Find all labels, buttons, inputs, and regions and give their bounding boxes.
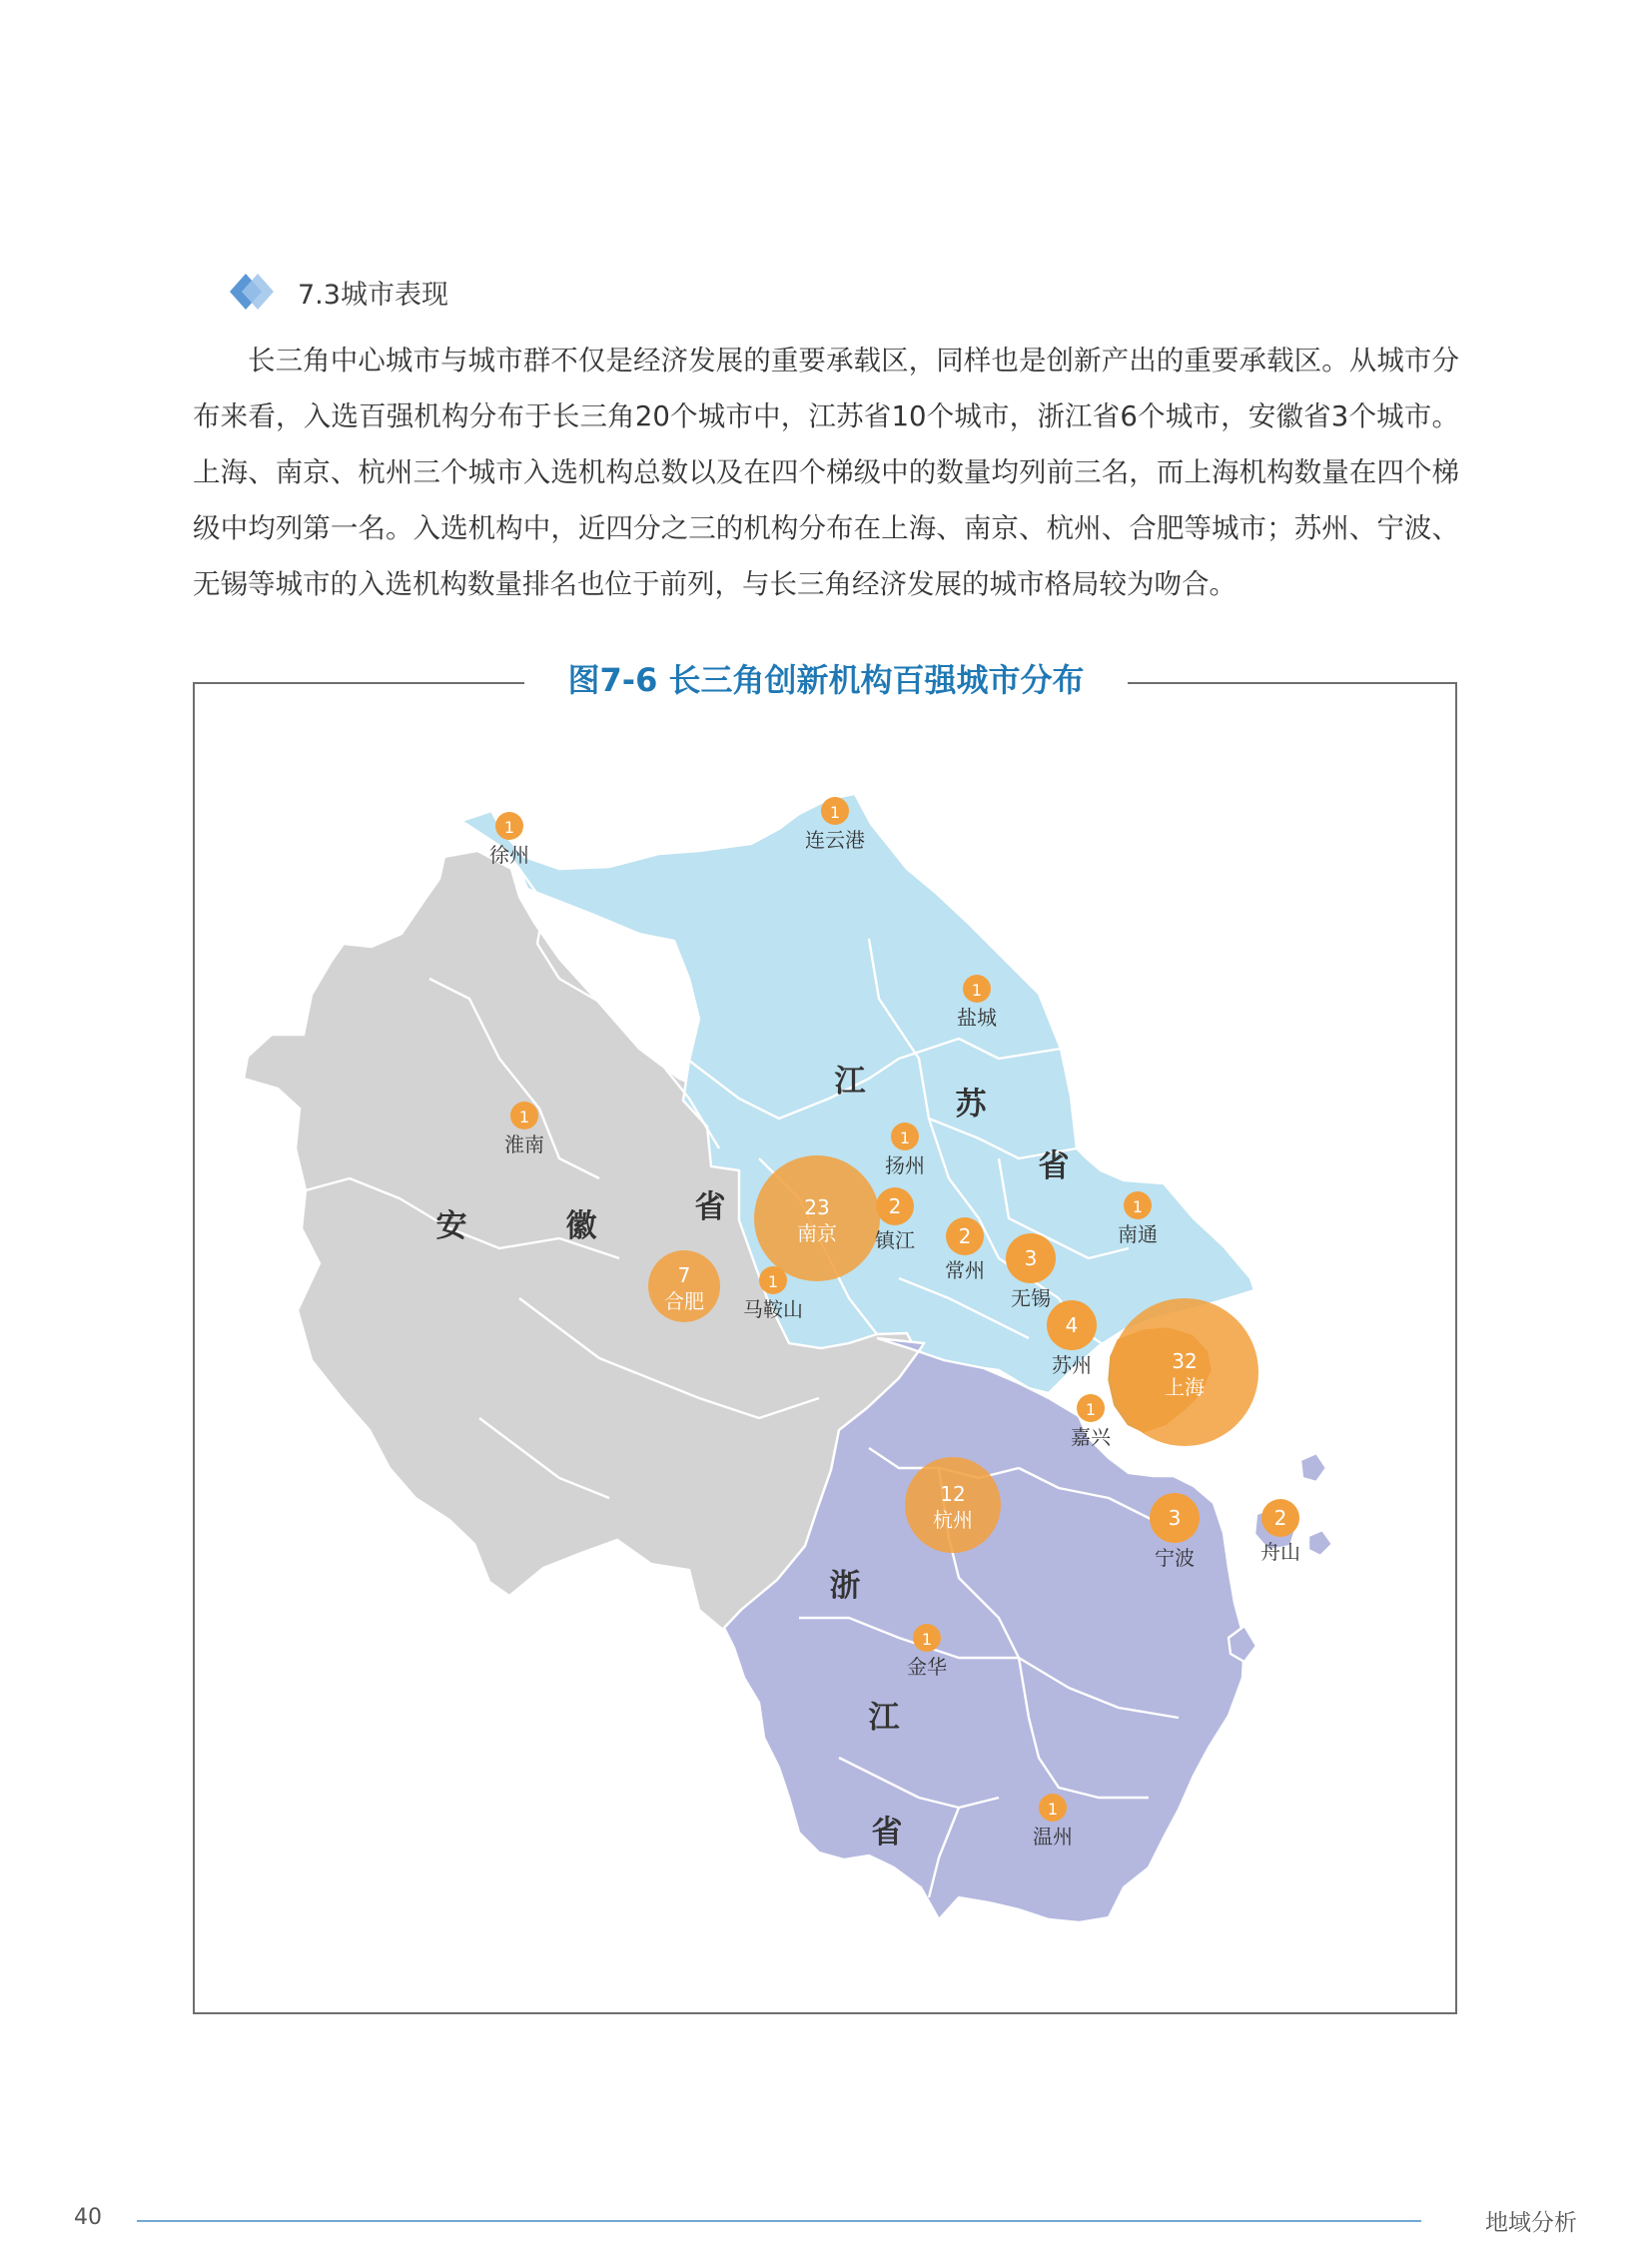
footer-section-label: 地域分析 [1485, 2210, 1577, 2236]
city-marker [1111, 1298, 1258, 1446]
city-name-label: 苏州 [1052, 1353, 1092, 1377]
city-count-label: 1 [1085, 1400, 1097, 1419]
city-name-label: 马鞍山 [743, 1297, 803, 1321]
city-count-label: 2 [888, 1194, 902, 1218]
province-label-jiangsu-1: 苏 [955, 1087, 987, 1122]
city-count-label: 2 [958, 1224, 972, 1248]
city-count-label: 4 [1065, 1313, 1079, 1337]
city-name-label: 盐城 [957, 1006, 997, 1030]
city-marker [648, 1250, 720, 1322]
province-label-jiangsu-0: 江 [834, 1064, 866, 1100]
city-count-label: 1 [1132, 1197, 1144, 1216]
city-name-label: 连云港 [805, 828, 865, 852]
city-marker [754, 1155, 880, 1281]
city-count-label: 2 [1273, 1506, 1287, 1530]
city-count-label: 1 [767, 1272, 779, 1291]
figure-title: 图7-6 长三角创新机构百强城市分布 [524, 654, 1128, 706]
city-name-label: 镇江 [875, 1228, 915, 1252]
city-name-label: 南京 [797, 1221, 837, 1245]
city-count-label: 3 [1168, 1506, 1182, 1530]
body-paragraph: 长三角中心城市与城市群不仅是经济发展的重要承载区，同样也是创新产出的重要承载区。从城市分布来看，入选百强机构分布于长三角20个城市中，江苏省10个城市，浙江省6个城市，安徽省3个城市。上海、南京、杭州三个城市入选机构总数以及在四个梯级中的数量均列前三名，而上海机构数量在四个梯级中均列第一名。入选机构中，近四分之三的机构分布在上海、南京、杭州、合肥等城市；苏州、宁波、无锡等城市的入选机构数量排名也位于前列，与长三角经济发展的城市格局较为吻合。 [193, 345, 1459, 600]
city-name-label: 宁波 [1155, 1546, 1195, 1570]
zhoushan-islands [1300, 1453, 1326, 1482]
section-title: 7.3城市表现 [298, 279, 448, 311]
province-label-anhui-1: 徽 [565, 1208, 597, 1244]
footer-divider [137, 2220, 1421, 2222]
city-count-label: 7 [677, 1263, 691, 1287]
city-count-label: 1 [921, 1630, 933, 1649]
city-count-label: 12 [940, 1482, 966, 1506]
zhoushan-islands [1308, 1530, 1332, 1556]
city-name-label: 徐州 [489, 843, 529, 867]
province-label-zhejiang-1: 江 [868, 1700, 900, 1736]
page-number: 40 [74, 2205, 102, 2230]
city-marker [1150, 1493, 1200, 1570]
city-name-label: 扬州 [885, 1153, 925, 1177]
city-marker [1006, 1233, 1056, 1310]
city-count-label: 1 [1047, 1800, 1059, 1819]
city-name-label: 淮南 [504, 1132, 544, 1156]
city-name-label: 常州 [945, 1258, 985, 1282]
city-count-label: 1 [518, 1108, 530, 1126]
province-label-jiangsu-2: 省 [1038, 1148, 1070, 1184]
city-name-label: 上海 [1165, 1375, 1205, 1399]
city-count-label: 23 [804, 1195, 830, 1219]
city-marker [1047, 1300, 1097, 1377]
city-name-label: 舟山 [1260, 1540, 1300, 1564]
city-count-label: 1 [829, 803, 841, 822]
city-count-label: 1 [503, 818, 515, 837]
province-label-anhui-0: 安 [435, 1208, 467, 1244]
city-name-label: 嘉兴 [1071, 1425, 1111, 1449]
city-marker [905, 1457, 1001, 1553]
city-name-label: 杭州 [933, 1508, 973, 1532]
province-label-zhejiang-2: 省 [871, 1815, 903, 1851]
city-count-label: 3 [1024, 1246, 1038, 1270]
yangtze-delta-map [195, 684, 1455, 2012]
city-count-label: 32 [1172, 1349, 1198, 1373]
city-name-label: 温州 [1033, 1825, 1073, 1849]
city-count-label: 1 [971, 981, 983, 1000]
city-name-label: 合肥 [664, 1289, 704, 1313]
city-count-label: 1 [899, 1128, 911, 1147]
city-name-label: 金华 [907, 1655, 947, 1679]
city-name-label: 无锡 [1011, 1286, 1051, 1310]
body-text [193, 333, 1459, 612]
province-label-zhejiang-0: 浙 [829, 1568, 861, 1604]
city-name-label: 南通 [1118, 1222, 1158, 1246]
diamond-bullet-icon [228, 272, 278, 312]
section-heading [228, 272, 448, 312]
province-label-anhui-2: 省 [694, 1189, 726, 1225]
